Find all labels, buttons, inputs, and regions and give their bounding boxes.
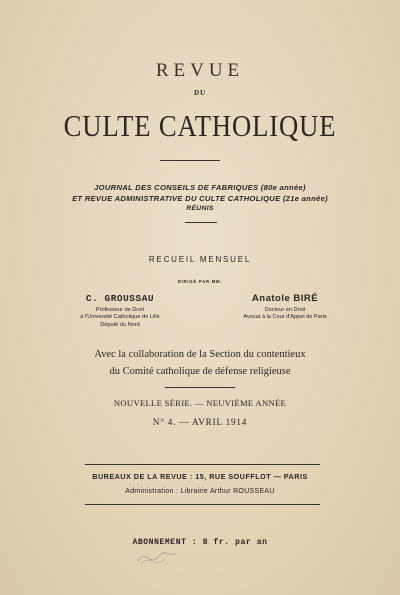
director-right (205, 293, 365, 322)
journal-title: CULTE CATHOLIQUE (63, 108, 337, 143)
ink-stamp-mark (135, 546, 179, 566)
director-affiliation: Avocat à la Cour d'Appel de Paris (243, 314, 327, 321)
collab-rule (165, 387, 235, 388)
dirige-label: DIRIGÉ PAR MM. (177, 279, 223, 284)
subtitle-line-3: RÉUNIS (186, 205, 214, 212)
bureaux-rule-bottom (85, 504, 320, 505)
title-rule (160, 160, 220, 161)
director-left (40, 293, 200, 329)
director-name: C. GROUSSAU (85, 293, 155, 304)
revue-label: REVUE (155, 60, 245, 81)
director-affiliation: à l'Université Catholique de Lille (80, 314, 160, 321)
recueil-label: RECUEIL MENSUEL (148, 255, 252, 264)
collaboration-line-2: du Comité catholique de défense religieuse (109, 366, 291, 377)
director-name: Anatole BIRÉ (251, 293, 319, 304)
collaboration-note (0, 346, 400, 380)
du-label: DU (193, 89, 207, 97)
director-title: Docteur en Droit (264, 307, 306, 313)
issue-number: N° 4. — AVRIL 1914 (152, 417, 248, 427)
subscription-price: ABONNEMENT : 8 fr. par an (132, 538, 268, 547)
bureaux-address: BUREAUX DE LA REVUE : 15, RUE SOUFFLOT — PARIS (92, 472, 308, 481)
collaboration-line-1: Avec la collaboration de la Section du contentieux (94, 349, 306, 360)
administration-line: Administration : Librairie Arthur ROUSSEAU (125, 488, 275, 495)
director-title: Professeur de Droit (95, 307, 145, 313)
subtitle-line-1: JOURNAL DES CONSEILS DE FABRIQUES (80e année) (94, 183, 306, 192)
bureaux-rule-top (85, 464, 320, 465)
director-role: Député du Nord (100, 321, 140, 328)
subtitle-line-2: ET REVUE ADMINISTRATIVE DU CULTE CATHOLIQUE (21e année) (72, 194, 328, 203)
subtitle-rule (185, 222, 217, 223)
series-label: NOUVELLE SÉRIE. — NEUVIÈME ANNÉE (113, 398, 287, 408)
